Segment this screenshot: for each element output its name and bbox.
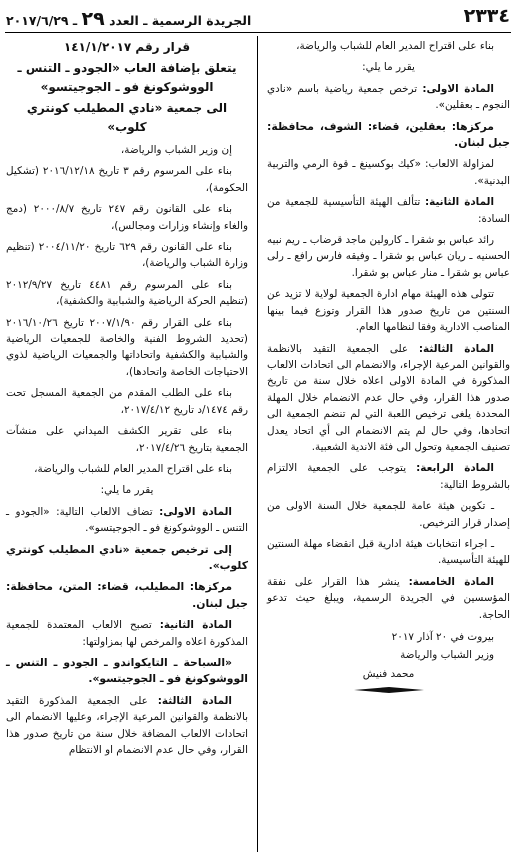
decision-subject: يتعلق بإضافة العاب «الجودو ـ التنس ـ الووشوكونغ فو ـ الجوجيتسو»: [17, 61, 237, 94]
founders-list: رائد عباس بو شقرا ـ كارولين ماجد قرضاب ـ ريم نبيه الحسنيه ـ ريان عباس بو شقرا ـ وفيقه فارس رافع ـ رلى عباس بو شقرا ـ منار عباس بو شقرا.: [267, 234, 510, 279]
club-games: لمزاولة الالعاب: «كيك بوكسينغ ـ قوة الرمي والتربية البدنية».: [267, 158, 510, 187]
header-rule: [5, 32, 511, 33]
paragraph: بناء على القانون رقم ٢٤٧ تاريخ ٢٠٠٠/٨/٧ (دمج والغاء وإنشاء وزارات ومجالس)،: [6, 203, 248, 232]
decision-number: قرار رقم ١٤١/١/٢٠١٧: [63, 40, 191, 54]
decides-line: يقرر ما يلي:: [100, 484, 154, 497]
condition-item: ـ تكوين هيئة عامة للجمعية خلال السنة الاولى من إصدار قرار الترخيص.: [267, 500, 510, 529]
article-text: تضاف الالعاب التالية: «الجودو ـ التنس ـ الووشوكونغ فو ـ الجوجيتسو».: [6, 505, 248, 535]
minister-name: محمد فنيش: [362, 667, 415, 680]
paragraph: بناء على المرسوم رقم ٤٤٨١ تاريخ ٢٠١٢/٩/٢٧ (تنظيم الحركة الرياضية والشبابية والكشفية)،: [6, 278, 248, 308]
article-4: [267, 460, 510, 493]
club-centre: مركزها: المطيلب، قضاء: المتن، محافظة: جبل لبنان.: [6, 580, 248, 610]
paragraph: بناء على اقتراح المدير العام للشباب والرياضة،: [34, 462, 232, 475]
article-3: [6, 693, 248, 759]
paragraph: بناء على الطلب المقدم من الجمعية المسجل تحت رقم ١٤٧٤/د تاريخ ٢٠١٧/٤/١٢،: [6, 387, 248, 416]
decides-line: يقرر ما يلي:: [362, 61, 415, 74]
page-header: [0, 0, 516, 34]
article-label: المادة الثانية:: [159, 619, 232, 632]
article-text: تصبح الالعاب المعتمدة للجمعية المذكورة اعلاه والمرخص لها بمزاولتها:: [6, 619, 248, 648]
license-line: إلى ترخيص جمعية «نادي المطيلب كونتري كلوب».: [6, 542, 248, 572]
minister-title: وزير الشباب والرياضة: [400, 649, 494, 662]
paragraph: بناء على تقرير الكشف الميداني على منشآت الجمعية بتاريخ ٢٠١٧/٤/٢٦،: [6, 425, 248, 454]
column-divider: [257, 36, 258, 852]
right-column: [267, 38, 510, 694]
article-5: [267, 574, 510, 623]
article-text: على الجمعية المذكورة التقيد بالانظمة والقوانين المرعية الإجراء، وعليها الانضمام الى اتحادات الالعاب المضافة خلال سنة من تاريخ صدور هذا القرار، وفي حال عدم الانضمام او الانتظام: [6, 694, 248, 756]
paragraph: بناء على القرار رقم ٢٠٠٧/١/٩٠ تاريخ ٢٠١٦/١٠/٢٦ (تحديد الشروط الفنية والخاصة للجمعيات الرياضية والشبابية والكشفية واتحاداتها والجمعيات الرياضية لذوي الاحتياجات الخاصة واتحادها)،: [6, 316, 248, 378]
club-centre: مركزها: بعقلين، قضاء: الشوف، محافظة: جبل لبنان.: [267, 119, 510, 150]
article-text: يتوجب على الجمعية الالتزام بالشروط التالية:: [267, 462, 510, 491]
gazette-header-title: [6, 8, 251, 30]
article-text: ترخص جمعية رياضية باسم «نادي النجوم ـ بعقلين».: [267, 82, 510, 112]
paragraph: تتولى هذه الهيئة مهام ادارة الجمعية لولاية لا تزيد عن السنتين من تاريخ صدور هذا القرار وتوزع فيما بينها المناصب الادارية وفقا لنظامها العام.: [267, 288, 510, 334]
issue-number: ٢٩: [81, 8, 105, 30]
article-label: المادة الثالثة:: [418, 342, 494, 355]
decision-subject-club: الى جمعية «نادي المطيلب كونتري كلوب»: [26, 101, 228, 134]
issue-date: ـ ٢٠١٧/٦/٢٩: [6, 13, 78, 28]
club-games: «السباحة ـ التايكواندو ـ الجودو ـ التنس ـ الووشوكونغ فو ـ الجوجيتسو».: [6, 655, 248, 686]
article-2: [6, 617, 248, 650]
paragraph: بناء على اقتراح المدير العام للشباب والرياضة،: [296, 40, 494, 52]
article-label: المادة الثالثة:: [157, 694, 232, 707]
article-label: المادة الخامسة:: [408, 575, 494, 588]
paragraph: بناء على المرسوم رقم ٣ تاريخ ٢٠١٦/١٢/١٨ (تشكيل الحكومة)،: [6, 165, 248, 194]
signature-block: [267, 629, 510, 694]
page-number: ٢٣٣٤: [463, 5, 510, 27]
ornament-divider: [354, 686, 424, 694]
article-2: [267, 194, 510, 227]
article-label: المادة الثانية:: [424, 196, 495, 209]
left-column: [6, 38, 248, 763]
article-label: المادة الاولى:: [159, 505, 232, 518]
gazette-name: الجريدة الرسمية ـ العدد: [109, 13, 252, 28]
place-date: بيروت في ٢٠ آذار ٢٠١٧: [391, 631, 494, 643]
condition-item: ـ اجراء انتخابات هيئة ادارية قبل انقضاء مهلة السنتين للهيئة التأسيسية.: [267, 537, 510, 567]
article-label: المادة الرابعة:: [416, 462, 494, 475]
article-3: [267, 341, 510, 456]
article-1: [6, 504, 248, 537]
paragraph: إن وزير الشباب والرياضة،: [120, 144, 232, 156]
article-text: تتألف الهيئة التأسيسية للجمعية من السادة:: [267, 196, 510, 225]
paragraph: بناء على القانون رقم ٦٢٩ تاريخ ٢٠٠٤/١١/٢٠ (تنظيم وزارة الشباب والرياضة)،: [6, 241, 248, 270]
article-text: ينشر هذا القرار على نفقة المؤسسين في الجريدة الرسمية، ويبلغ حيث تدعو الحاجة.: [267, 575, 510, 621]
article-label: المادة الاولى:: [422, 82, 494, 95]
article-1: [267, 81, 510, 114]
article-text: على الجمعية التقيد بالانظمة والقوانين المرعية الإجراء، والانضمام الى اتحادات الالعاب المذكورة في المادة الاولى اعلاه خلال سنة من تاريخ صدور هذا القرار، وفي حال عدم الانضمام خلال المهلة المحددة يلغى ترخيص اللعبة التي لم تنضم الجمعية الى اتحادها، وفي حال لم يتم الانضمام الى أي اتحاد يعدل تصنيف الجمعية وتحول الى فئة الاندية الشعبية.: [267, 342, 510, 453]
